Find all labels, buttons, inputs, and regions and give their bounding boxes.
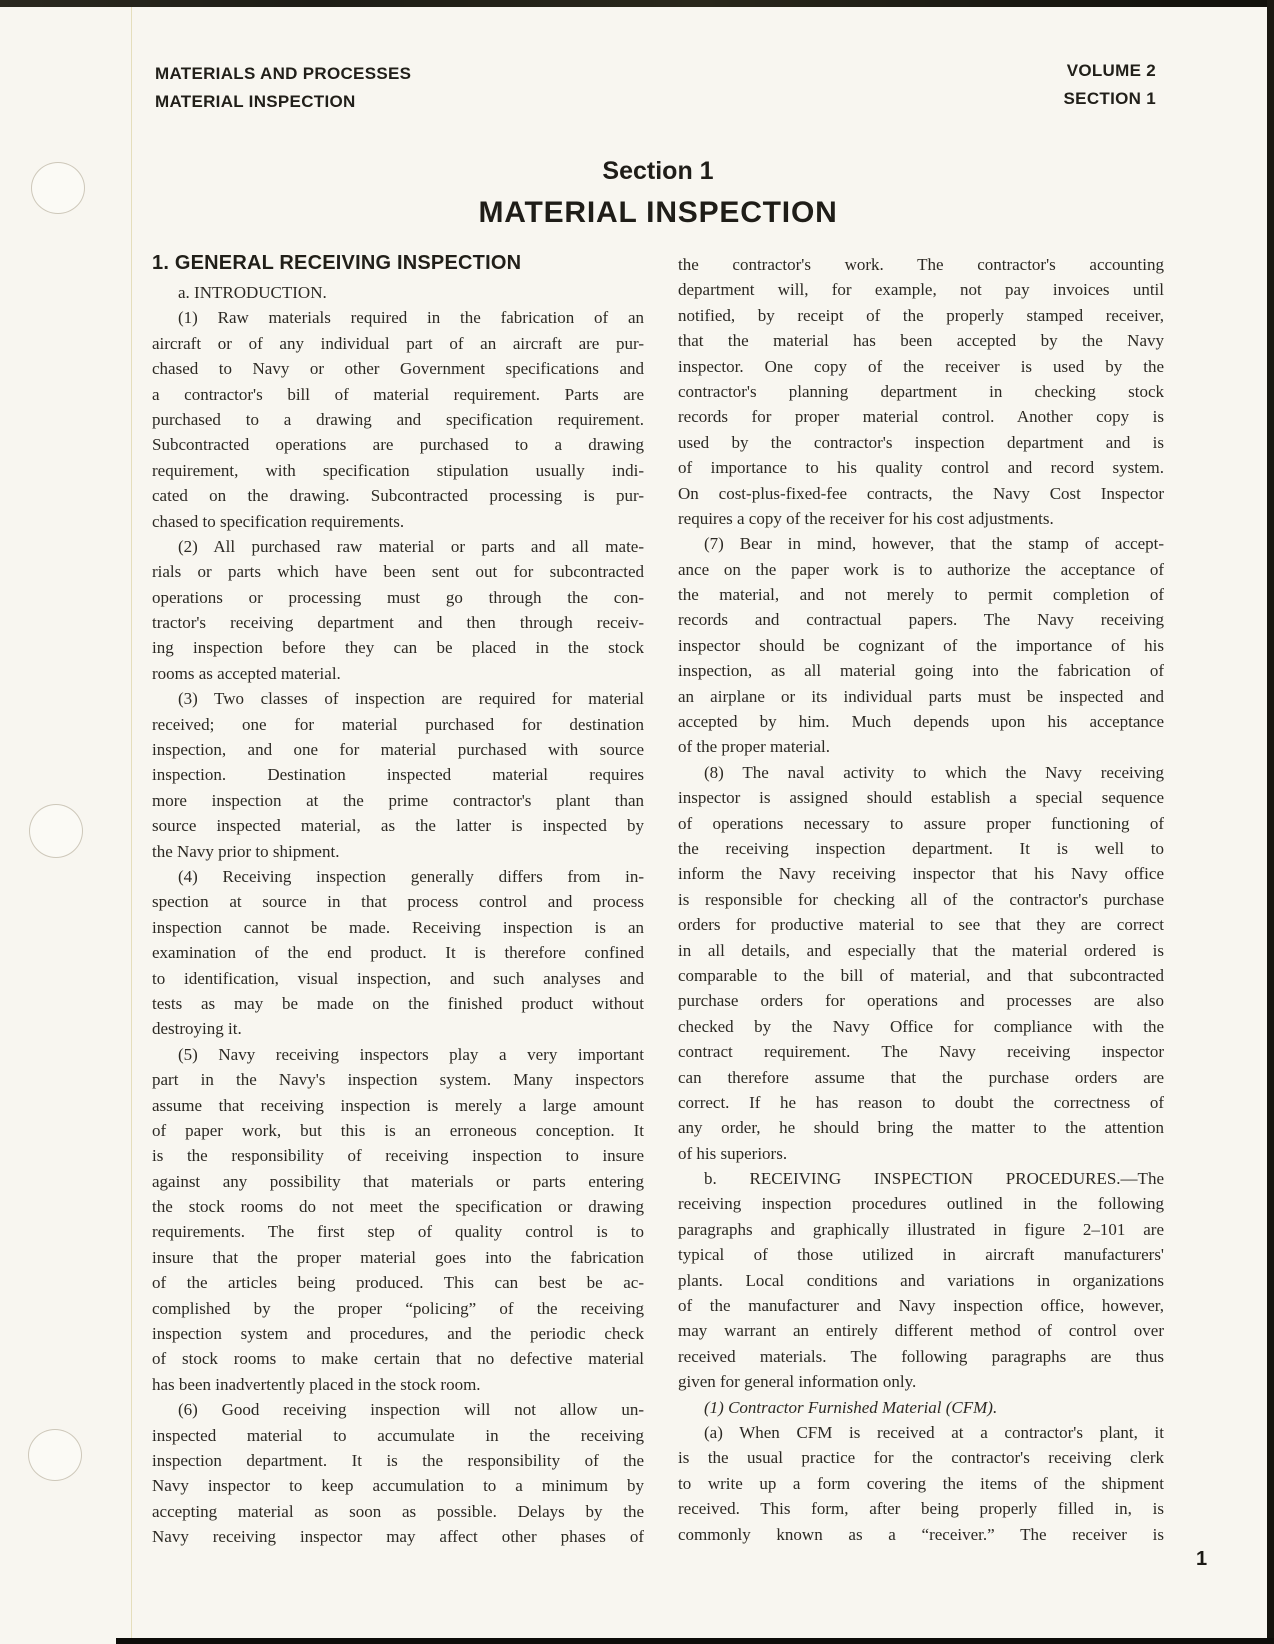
text-line: (1) Contractor Furnished Material (CFM). — [704, 1397, 998, 1417]
text-line: of operations necessary to assure proper functioning of — [678, 813, 1164, 833]
text-line: has been inadvertently placed in the stock room. — [152, 1374, 481, 1394]
text-line: any order, he should bring the matter to the attention — [678, 1118, 1164, 1138]
text-line: (2) All purchased raw material or parts and all mate- — [178, 536, 644, 556]
text-line: requires a copy of the receiver for his cost adjustments. — [678, 508, 1054, 528]
header-left-line2: MATERIAL INSPECTION — [155, 92, 356, 111]
text-line: a contractor's bill of material requirement. Parts are — [152, 384, 644, 404]
text-line: inspection. Destination inspected material requires — [152, 765, 644, 785]
text-line: rials or parts which have been sent out for subcontracted — [152, 562, 644, 582]
text-line: On cost-plus-fixed-fee contracts, the Navy Cost Inspector — [678, 483, 1164, 503]
text-line: plants. Local conditions and variations in organizations — [678, 1270, 1164, 1290]
text-line: part in the Navy's inspection system. Many inspectors — [152, 1070, 644, 1090]
text-line: (4) Receiving inspection generally differs from in- — [178, 866, 644, 886]
text-line: inspection department. It is the responsibility of the — [152, 1450, 644, 1470]
text-line: the stock rooms do not meet the specification or drawing — [152, 1197, 644, 1217]
text-line: (a) When CFM is received at a contractor's plant, it — [704, 1422, 1164, 1442]
header-left-line1: MATERIALS AND PROCESSES — [155, 64, 412, 83]
text-line: received materials. The following paragraphs are thus — [678, 1346, 1164, 1366]
scan-edge-bottom — [116, 1638, 1274, 1644]
text-line: requirements. The first step of quality control is to — [152, 1222, 644, 1242]
text-line: ance on the paper work is to authorize the acceptance of — [678, 559, 1164, 579]
text-line: orders for productive material to see that they are correct — [678, 915, 1164, 935]
text-line: used by the contractor's inspection department and is — [678, 432, 1164, 452]
text-line: inspection, as all material going into the fabrication of — [678, 661, 1164, 681]
text-line: notified, by receipt of the properly stamped receiver, — [678, 305, 1164, 325]
text-line: of importance to his quality control and record system. — [678, 458, 1164, 478]
scan-edge-top — [0, 0, 1274, 7]
text-line: of the manufacturer and Navy inspection office, however, — [678, 1296, 1164, 1316]
text-line: chased to specification requirements. — [152, 511, 405, 531]
text-line: (6) Good receiving inspection will not allow un- — [178, 1400, 644, 1420]
text-line: given for general information only. — [678, 1372, 917, 1392]
text-line: may warrant an entirely different method of control over — [678, 1321, 1164, 1341]
text-line: in all details, and especially that the material ordered is — [678, 940, 1164, 960]
text-line: source inspected material, as the latter is inspected by — [152, 816, 644, 836]
text-line: aircraft or of any individual part of an aircraft are pur- — [152, 333, 644, 353]
header-left — [155, 60, 411, 116]
text-line: b. RECEIVING INSPECTION PROCEDURES.—The — [704, 1169, 1164, 1189]
page-title: MATERIAL INSPECTION — [478, 196, 838, 229]
text-line: cated on the drawing. Subcontracted processing is pur- — [152, 486, 644, 506]
section-title: Section 1 — [602, 157, 714, 185]
text-line: receiving inspection procedures outlined in the following — [678, 1194, 1164, 1214]
left-column — [152, 248, 644, 1550]
text-line: correct. If he has reason to doubt the correctness of — [678, 1092, 1164, 1112]
text-line: (7) Bear in mind, however, that the stamp of accept- — [704, 534, 1164, 554]
text-line: inspection, and one for material purchased with source — [152, 740, 644, 760]
text-line: can therefore assume that the purchase orders are — [678, 1067, 1164, 1087]
text-line: inform the Navy receiving inspector that his Navy office — [678, 864, 1164, 884]
text-line: inspection system and procedures, and the periodic check — [152, 1324, 644, 1344]
text-line: to write up a form covering the items of the shipment — [678, 1473, 1164, 1493]
left-column-text — [152, 280, 644, 1550]
text-line: against any possibility that materials or parts entering — [152, 1171, 644, 1191]
text-line: tractor's receiving department and then through receiv- — [152, 613, 644, 633]
text-line: tests as may be made on the finished product without — [152, 993, 644, 1013]
header-right-line2: SECTION 1 — [1063, 89, 1156, 108]
hole-punch-mark — [29, 804, 83, 858]
text-line: a. INTRODUCTION. — [178, 283, 327, 302]
text-line: examination of the end product. It is therefore confined — [152, 943, 644, 963]
hole-punch-mark — [31, 162, 85, 214]
text-line: chased to Navy or other Government specifications and — [152, 359, 644, 379]
text-line: received. This form, after being properly filled in, is — [678, 1499, 1164, 1519]
header-right — [1064, 57, 1156, 113]
text-line: requirement, with specification stipulation usually indi- — [152, 460, 644, 480]
text-line: inspector is assigned should establish a special sequence — [678, 788, 1164, 808]
column-heading: 1. GENERAL RECEIVING INSPECTION — [152, 252, 522, 274]
text-line: contractor's planning department in checking stock — [678, 381, 1164, 401]
text-line: of his superiors. — [678, 1143, 788, 1163]
text-line: checked by the Navy Office for compliance with the — [678, 1016, 1164, 1036]
text-line: (3) Two classes of inspection are required for material — [178, 689, 644, 709]
text-line: inspection cannot be made. Receiving inspection is an — [152, 917, 644, 937]
text-line: is the responsibility of receiving inspection to insure — [152, 1146, 644, 1166]
text-line: purchase orders for operations and processes are also — [678, 991, 1164, 1011]
text-line: accepting material as soon as possible. Delays by the — [152, 1501, 644, 1521]
text-line: of the proper material. — [678, 737, 830, 757]
scan-edge-right — [1267, 0, 1274, 1644]
text-line: inspector. One copy of the receiver is used by the — [678, 356, 1164, 376]
text-line: typical of those utilized in aircraft manufacturers' — [678, 1245, 1164, 1265]
text-line: the contractor's work. The contractor's accounting — [678, 255, 1164, 274]
text-line: that the material has been accepted by the Navy — [678, 331, 1164, 351]
right-column-text — [678, 252, 1164, 1547]
text-line: Navy receiving inspector may affect other phases of — [152, 1527, 644, 1547]
text-line: destroying it. — [152, 1019, 242, 1039]
text-line: of paper work, but this is an erroneous conception. It — [152, 1120, 644, 1140]
text-line: (1) Raw materials required in the fabrication of an — [178, 308, 644, 328]
text-line: received; one for material purchased for destination — [152, 714, 644, 734]
text-line: commonly known as a “receiver.” The receiver is — [678, 1524, 1164, 1544]
text-line: contract requirement. The Navy receiving inspector — [678, 1042, 1164, 1062]
text-line: (8) The naval activity to which the Navy receiving — [704, 762, 1164, 782]
text-line: records and contractual papers. The Navy receiving — [678, 610, 1164, 630]
text-line: Navy inspector to keep accumulation to a minimum by — [152, 1476, 644, 1496]
text-line: insure that the proper material goes into the fabrication — [152, 1247, 644, 1267]
text-line: the material, and not merely to permit completion of — [678, 585, 1164, 605]
text-line: of stock rooms to make certain that no defective material — [152, 1349, 644, 1369]
text-line: the Navy prior to shipment. — [152, 841, 340, 861]
text-line: rooms as accepted material. — [152, 663, 341, 683]
text-line: paragraphs and graphically illustrated in figure 2–101 are — [678, 1219, 1164, 1239]
page-number: 1 — [1196, 1548, 1208, 1570]
text-line: is the usual practice for the contractor's receiving clerk — [678, 1448, 1164, 1468]
text-line: of the articles being produced. This can best be ac- — [152, 1273, 644, 1293]
text-line: ing inspection before they can be placed in the stock — [152, 638, 644, 658]
text-line: accepted by him. Much depends upon his acceptance — [678, 712, 1164, 732]
text-line: comparable to the bill of material, and that subcontracted — [678, 965, 1164, 985]
text-line: an airplane or its individual parts must be inspected and — [678, 686, 1164, 706]
text-line: the receiving inspection department. It is well to — [678, 838, 1164, 858]
text-line: Subcontracted operations are purchased to a drawing — [152, 435, 644, 455]
text-line: to identification, visual inspection, and such analyses and — [152, 968, 644, 988]
text-line: operations or processing must go through the con- — [152, 587, 644, 607]
text-line: department will, for example, not pay invoices until — [678, 280, 1164, 300]
text-line: (5) Navy receiving inspectors play a very important — [178, 1044, 644, 1064]
text-line: records for proper material control. Another copy is — [678, 407, 1164, 427]
text-line: spection at source in that process control and process — [152, 892, 644, 912]
text-line: purchased to a drawing and specification requirement. — [152, 409, 644, 429]
right-column — [678, 252, 1164, 1547]
text-line: inspector should be cognizant of the importance of his — [678, 635, 1164, 655]
text-line: inspected material to accumulate in the receiving — [152, 1425, 644, 1445]
text-line: is responsible for checking all of the contractor's purchase — [678, 889, 1164, 909]
header-right-line1: VOLUME 2 — [1066, 61, 1156, 80]
hole-punch-mark — [28, 1429, 82, 1481]
scan-crease-line — [131, 7, 132, 1638]
text-line: assume that receiving inspection is merely a large amount — [152, 1095, 644, 1115]
text-line: complished by the proper “policing” of the receiving — [152, 1298, 644, 1318]
text-line: more inspection at the prime contractor's plant than — [152, 790, 644, 810]
